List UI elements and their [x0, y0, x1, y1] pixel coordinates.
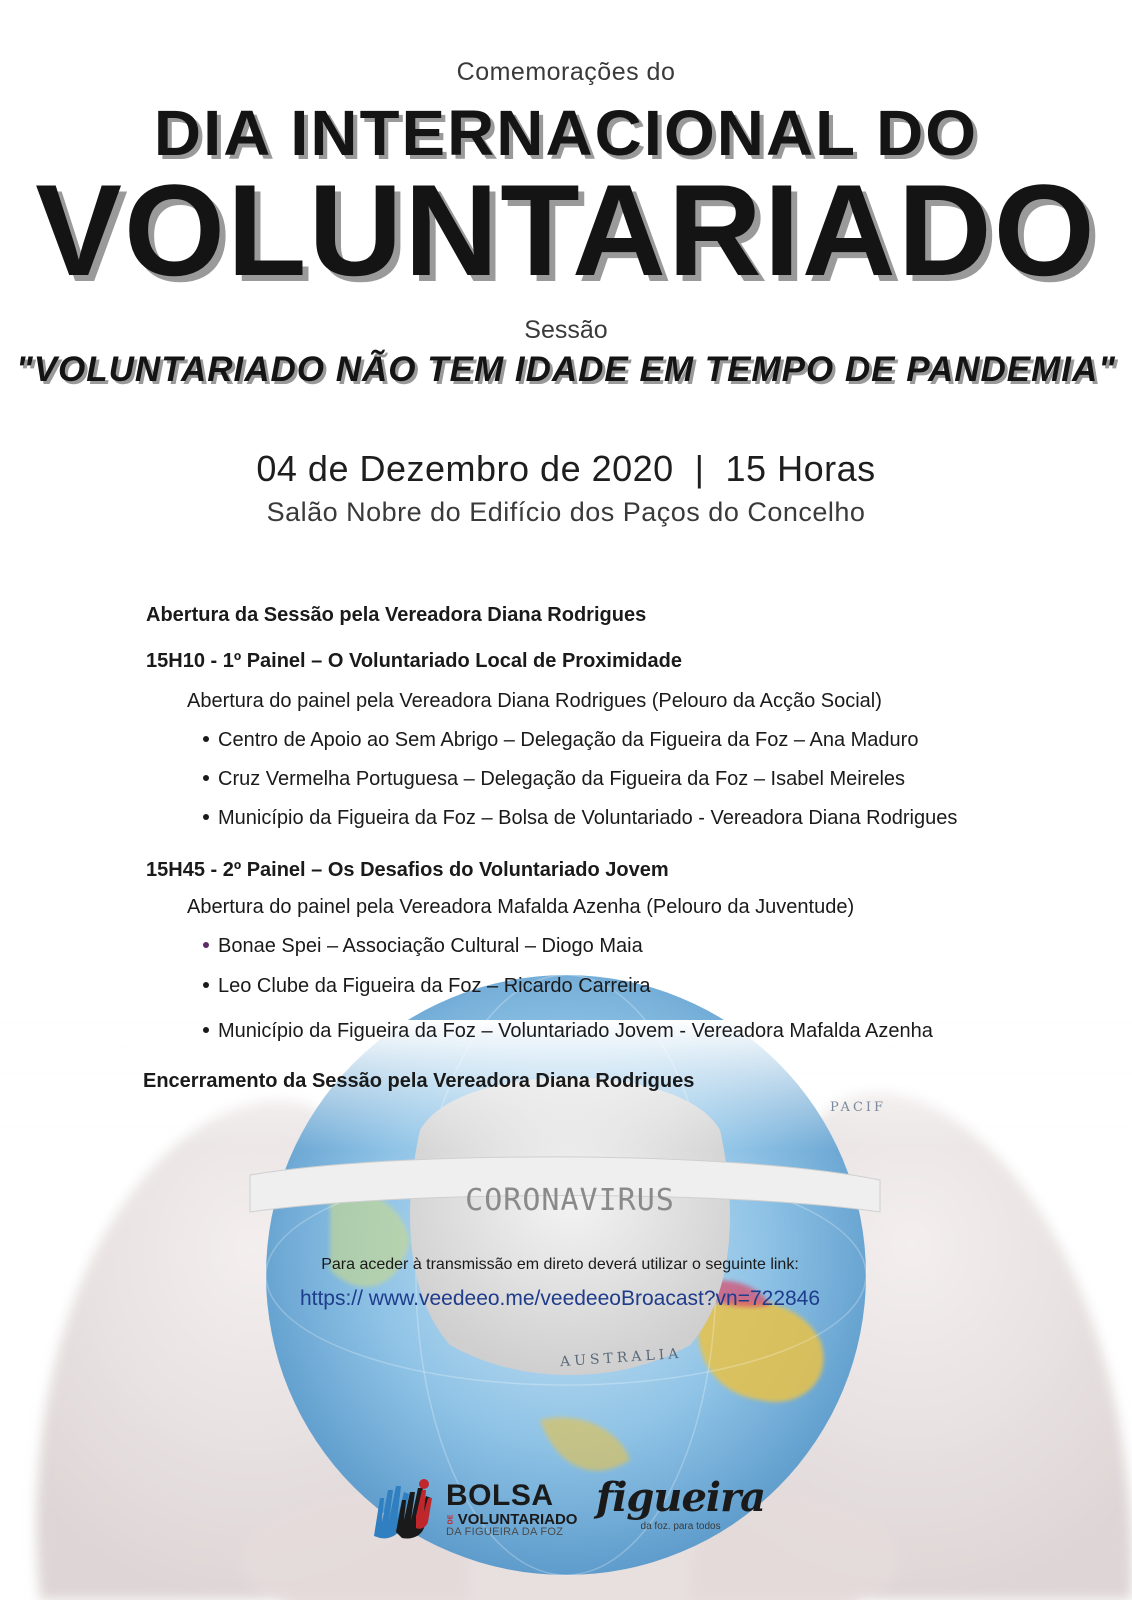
panel-1-item-text: Cruz Vermelha Portuguesa – Delegação da Figueira da Foz – Isabel Meireles: [218, 768, 906, 790]
pre-title: Comemorações do: [456, 58, 676, 86]
panel-1-intro: Abertura do painel pela Vereadora Diana Rodrigues (Pelouro da Acção Social): [187, 690, 882, 712]
panel-2-title: 15H45 - 2º Painel – Os Desafios do Voluntariado Jovem: [146, 859, 669, 881]
bolsa-de: DE: [447, 1514, 455, 1524]
session-title: "VOLUNTARIADO NÃO TEM IDADE EM TEMPO DE PANDEMIA": [16, 350, 1116, 389]
panel-1-item: [203, 729, 918, 752]
map-label-australia: AUSTRALIA: [559, 1345, 683, 1371]
session-label: Sessão: [524, 316, 608, 344]
panel-1-item-text: Centro de Apoio ao Sem Abrigo – Delegação da Figueira da Foz – Ana Maduro: [218, 729, 919, 751]
panel-2-item: [203, 935, 643, 958]
panel-2-item-text: Município da Figueira da Foz – Voluntariado Jovem - Vereadora Mafalda Azenha: [218, 1020, 933, 1042]
panel-2-item: [203, 975, 650, 998]
hands-logo-icon: [366, 1476, 438, 1542]
bolsa-text-block: [446, 1478, 578, 1538]
figueira-script: figueira: [596, 1474, 766, 1521]
panel-2-item-text: Bonae Spei – Associação Cultural – Diogo Maia: [218, 935, 643, 957]
panel-1-item-text: Município da Figueira da Foz – Bolsa de Voluntariado - Vereadora Diana Rodrigues: [218, 807, 958, 829]
stream-link[interactable]: https:// www.veedeeo.me/veedeeoBroacast?vn=722846: [299, 1287, 821, 1310]
title-line-1: DIA INTERNACIONAL DO: [153, 97, 979, 169]
panel-2-item: [203, 1020, 933, 1043]
title-line-2: VOLUNTARIADO: [35, 157, 1097, 303]
bolsa-voluntariado-logo: [366, 1476, 577, 1542]
bolsa-sub: [446, 1512, 577, 1527]
panel-1-item: [203, 807, 957, 830]
panel-1-item: [203, 768, 905, 791]
panel-2-item-text: Leo Clube da Figueira da Foz – Ricardo Carreira: [218, 975, 651, 997]
panel-2-intro: Abertura do painel pela Vereadora Mafalda Azenha (Pelouro da Juventude): [187, 896, 855, 918]
venue: Salão Nobre do Edifício dos Paços do Concelho: [266, 497, 866, 527]
bolsa-figueira-word: DA FIGUEIRA DA FOZ: [446, 1525, 564, 1538]
session-opening: Abertura da Sessão pela Vereadora Diana Rodrigues: [146, 604, 647, 626]
stream-link-wrapper: [0, 1287, 1126, 1311]
figueira-logo: [596, 1476, 765, 1532]
bolsa-word: BOLSA: [446, 1478, 554, 1512]
bolsa-voluntariado-word: VOLUNTARIADO: [457, 1510, 578, 1528]
panel-1-title: 15H10 - 1º Painel – O Voluntariado Local de Proximidade: [146, 650, 682, 672]
date-time: 04 de Dezembro de 2020 | 15 Horas: [256, 448, 876, 489]
mask-text: CORONAVIRUS: [465, 1183, 675, 1218]
stream-note: Para aceder à transmissão em direto deverá utilizar o seguinte link:: [321, 1256, 799, 1273]
map-label-pacific: PACIF: [830, 1100, 887, 1115]
figueira-tagline: da foz. para todos: [640, 1521, 721, 1532]
session-closing: Encerramento da Sessão pela Vereadora Diana Rodrigues: [143, 1070, 695, 1092]
